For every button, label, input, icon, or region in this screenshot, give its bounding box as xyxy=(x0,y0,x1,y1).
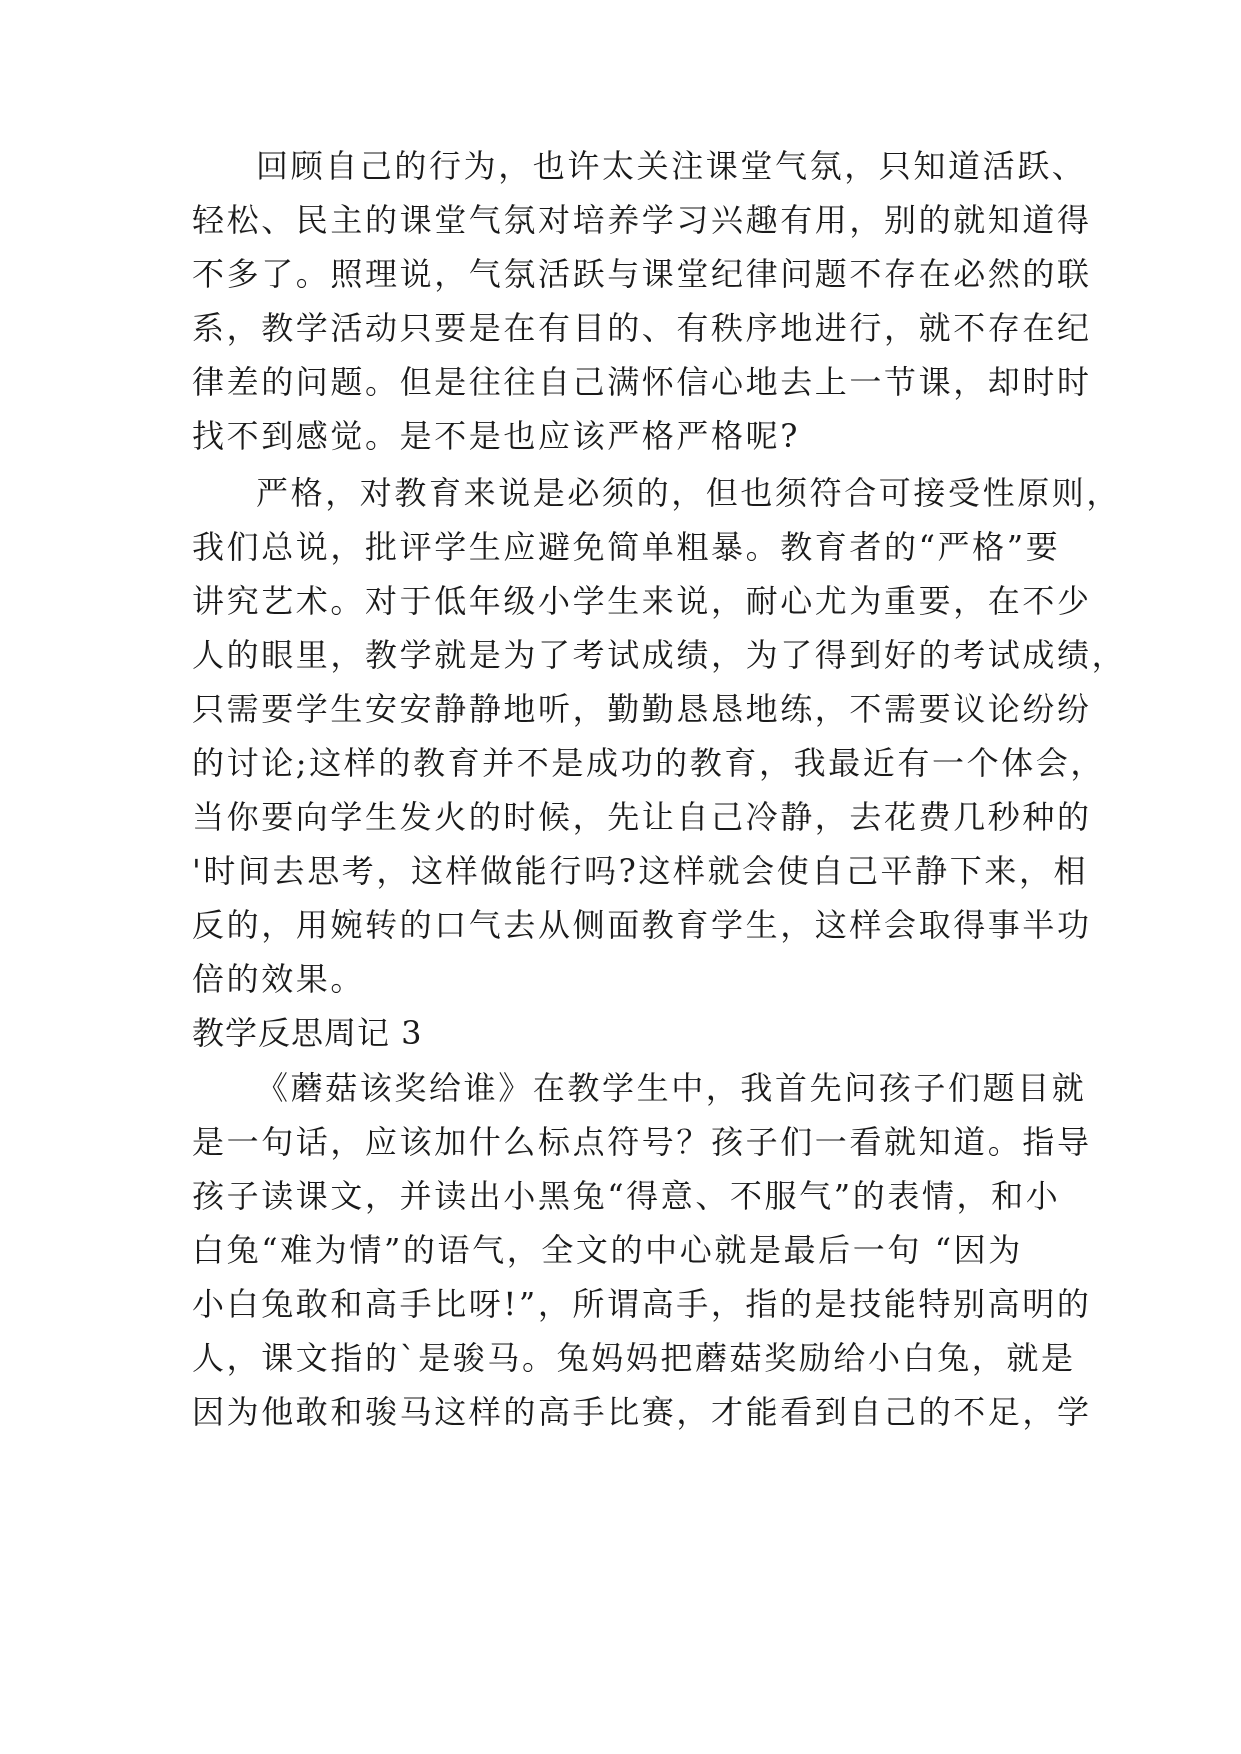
paragraph-2-line-6: 的讨论;这样的教育并不是成功的教育，我最近有一个体会， xyxy=(192,744,1105,782)
paragraph-3-line-4: 白兔“难为情”的语气，全文的中心就是最后一句 “因为 xyxy=(192,1231,1023,1269)
paragraph-2-line-5: 只需要学生安安静静地听，勤勤恳恳地练，不需要议论纷纷 xyxy=(192,690,1092,728)
paragraph-2-line-8: '时间去思考，这样做能行吗?这样就会使自己平静下来，相 xyxy=(192,852,1089,890)
paragraph-2-line-1: 严格，对教育来说是必须的，但也须符合可接受性原则， xyxy=(256,474,1122,512)
paragraph-2-line-2: 我们总说，批评学生应避免简单粗暴。教育者的“严格”要 xyxy=(192,528,1061,566)
paragraph-3-line-3: 孩子读课文，并读出小黑兔“得意、不服气”的表情，和小 xyxy=(192,1177,1061,1215)
paragraph-2-line-7: 当你要向学生发火的时候，先让自己冷静，去花费几秒种的 xyxy=(192,798,1092,836)
paragraph-2-line-9: 反的，用婉转的口气去从侧面教育学生，这样会取得事半功 xyxy=(192,906,1092,944)
paragraph-3-line-2: 是一句话，应该加什么标点符号？孩子们一看就知道。指导 xyxy=(192,1123,1092,1161)
paragraph-2-line-4: 人的眼里，教学就是为了考试成绩，为了得到好的考试成绩， xyxy=(192,636,1127,674)
paragraph-2-line-10: 倍的效果。 xyxy=(192,960,366,998)
paragraph-1-line-2: 轻松、民主的课堂气氛对培养学习兴趣有用，别的就知道得 xyxy=(192,201,1092,239)
paragraph-2-line-3: 讲究艺术。对于低年级小学生来说，耐心尤为重要，在不少 xyxy=(192,582,1092,620)
paragraph-3-line-6: 人，课文指的`是骏马。兔妈妈把蘑菇奖励给小白兔，就是 xyxy=(192,1339,1076,1377)
paragraph-3-line-7: 因为他敢和骏马这样的高手比赛，才能看到自己的不足，学 xyxy=(192,1393,1092,1431)
paragraph-1-line-4: 系，教学活动只要是在有目的、有秩序地进行，就不存在纪 xyxy=(192,309,1092,347)
paragraph-1-line-5: 律差的问题。但是往往自己满怀信心地去上一节课，却时时 xyxy=(192,363,1092,401)
paragraph-1-line-6: 找不到感觉。是不是也应该严格严格呢? xyxy=(192,417,800,455)
paragraph-1-line-3: 不多了。照理说，气氛活跃与课堂纪律问题不存在必然的联 xyxy=(192,255,1092,293)
paragraph-1-line-1: 回顾自己的行为，也许太关注课堂气氛，只知道活跃、 xyxy=(256,147,1087,185)
paragraph-3-line-1: 《蘑菇该奖给谁》在教学生中，我首先问孩子们题目就 xyxy=(256,1069,1087,1107)
section-heading: 教学反思周记 3 xyxy=(192,1014,423,1052)
paragraph-3-line-5: 小白兔敢和高手比呀!”，所谓高手，指的是技能特别高明的 xyxy=(192,1285,1092,1323)
